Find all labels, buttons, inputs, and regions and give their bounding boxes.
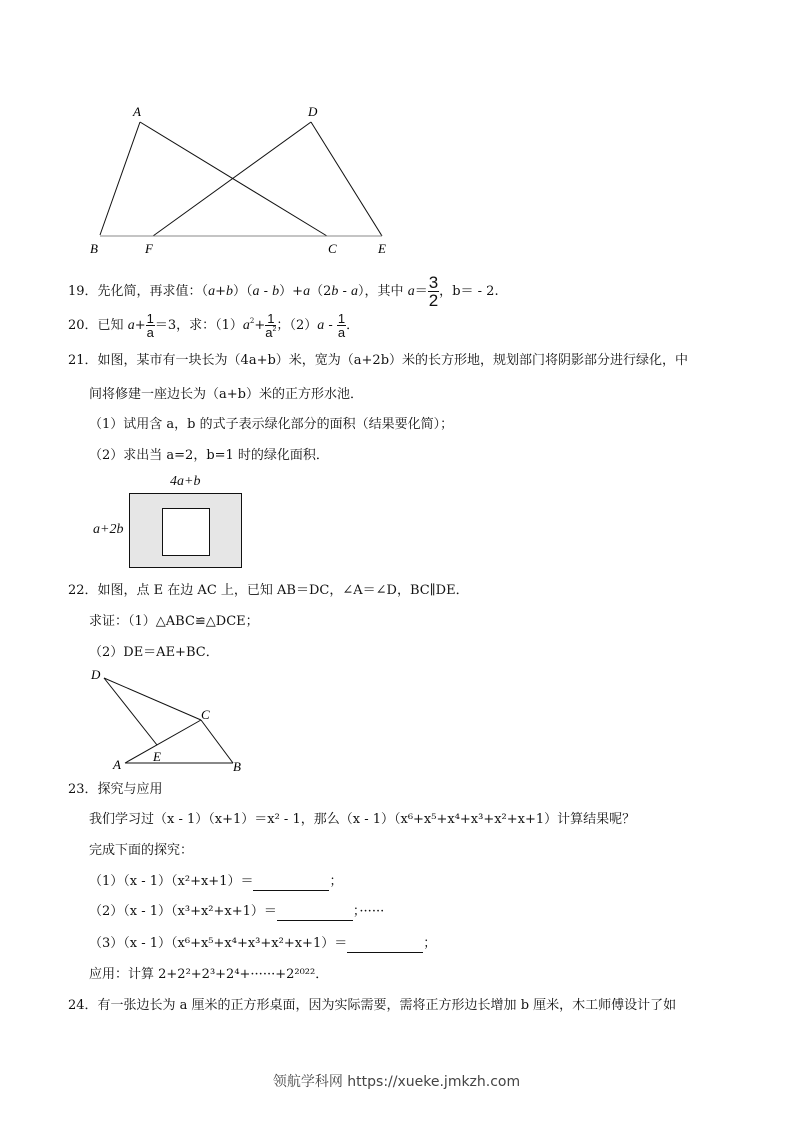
- answer-blank-2[interactable]: [277, 906, 353, 921]
- question-23-task: 完成下面的探究：: [89, 843, 194, 858]
- label-D: D: [91, 667, 101, 682]
- q19-number: 19．: [68, 284, 98, 299]
- figure-q21-side-label: a+2b: [93, 522, 124, 537]
- figure-q21-top-label: 4a+b: [170, 474, 201, 489]
- q19-where: ，其中: [364, 284, 404, 299]
- q23-item3-label: （3）: [89, 936, 124, 951]
- q19-text: 先化简，再求值：（: [97, 284, 209, 299]
- label-B: B: [90, 241, 98, 256]
- q20-intro: 已知: [97, 318, 124, 333]
- q21-line1: 如图，某市有一块长为（4a+b）米，宽为（a+2b）米的长方形地，规划部门将阴影部分进行绿化，中: [97, 353, 689, 368]
- label-A: A: [133, 104, 141, 119]
- question-22-part2: （2）DE＝AE+BC．: [89, 645, 219, 660]
- label-B: B: [233, 759, 241, 774]
- q20-number: 20．: [68, 318, 98, 333]
- label-E: E: [378, 241, 386, 256]
- q23-item2-tail: ；······: [352, 904, 385, 919]
- q20-part1-label: （1）: [215, 318, 243, 333]
- question-21-part1: （1）试用含 a，b 的式子表示绿化部分的面积（结果要化简）；: [89, 417, 454, 432]
- footer-url[interactable]: https://xueke.jmkzh.com: [347, 1074, 521, 1090]
- q20-part2-label: （2）: [289, 318, 318, 333]
- q20-part1-fraction: $\frac{1}{a^2}$: [265, 311, 277, 340]
- question-24-line1: [68, 997, 676, 1015]
- question-22-line1: [68, 582, 469, 600]
- page-footer: [0, 1071, 793, 1091]
- question-23-title: [68, 781, 163, 799]
- question-23-item-2: [89, 903, 384, 921]
- q22-line1: 如图，点 E 在边 AC 上，已知 AB＝DC，∠A＝∠D，BC∥DE．: [97, 583, 469, 598]
- q23-title: 探究与应用: [97, 782, 163, 797]
- q23-item2-expr: （x - 1）（x³+x²+x+1）＝: [123, 904, 277, 919]
- question-23-application: 应用：计算 2+2²+2³+2⁴+······+2²⁰²²．: [89, 967, 329, 982]
- question-21-line1: [68, 352, 688, 370]
- q23-item3-expr: （x - 1）（x⁶+x⁵+x⁴+x³+x²+x+1）＝: [123, 936, 348, 951]
- q20-condition: ＝3，求：: [154, 318, 216, 333]
- label-F: F: [145, 241, 153, 256]
- q22-number: 22．: [68, 583, 98, 598]
- q23-item1-label: （1）: [89, 874, 124, 889]
- q23-number: 23．: [68, 782, 98, 797]
- q19-a-fraction: $\frac{3}{2}$: [428, 273, 439, 310]
- label-D: D: [308, 104, 318, 119]
- figure-q21-rectangle: [129, 493, 242, 568]
- label-E: E: [153, 749, 161, 764]
- q20-fraction: $\frac{1}{a}$: [146, 311, 154, 340]
- q20-part2-fraction: $\frac{1}{a}$: [337, 311, 346, 340]
- q23-item1-tail: ；: [329, 874, 343, 889]
- q19-b-value: b＝ - 2.: [452, 284, 499, 299]
- label-A: A: [113, 757, 121, 772]
- question-23-item-3: [89, 935, 436, 953]
- question-23-intro: 我们学习过（x - 1）（x+1）＝x² - 1，那么（x - 1）（x⁶+x⁵+x⁴+x³+x²+x+1）计算结果呢？: [89, 812, 636, 827]
- question-22-prove: 求证：（1）△ABC≌△DCE；: [89, 614, 259, 629]
- answer-blank-3[interactable]: [347, 938, 423, 953]
- question-19: 19．先化简，再求值：（a+b）（a - b）+a（2b - a），其中 a＝ $\frac{3}{2}$ ，b＝ - 2.: [68, 273, 499, 310]
- q23-item1-expr: （x - 1）（x²+x+1）＝: [123, 874, 254, 889]
- figure-q18-triangles: [80, 95, 400, 260]
- question-20: 20．已知 a+ $\frac{1}{a}$ ＝3，求：$(1)a^2+$ $\frac{1}{a^2}$ ；（2）a - $\frac{1}{a}$ ．: [68, 311, 360, 340]
- figure-q22-triangles: [85, 665, 265, 775]
- label-C: C: [328, 241, 337, 256]
- answer-blank-1[interactable]: [253, 876, 329, 891]
- footer-site-name: 领航学科网: [272, 1074, 343, 1090]
- question-23-item-1: [89, 873, 343, 891]
- q23-item2-label: （2）: [89, 904, 124, 919]
- question-21-part2: （2）求出当 a=2，b=1 时的绿化面积．: [89, 448, 329, 463]
- q24-number: 24．: [68, 998, 98, 1013]
- question-21-line2: 间将修建一座边长为（a+b）米的正方形水池．: [89, 387, 363, 402]
- q24-line1: 有一张边长为 a 厘米的正方形桌面，因为实际需要，需将正方形边长增加 b 厘米，木工师傅设计了如: [97, 998, 677, 1013]
- label-C: C: [201, 707, 210, 722]
- figure-q21-pool-square: [162, 508, 210, 556]
- q21-number: 21．: [68, 353, 98, 368]
- q23-item3-tail: ；: [423, 936, 437, 951]
